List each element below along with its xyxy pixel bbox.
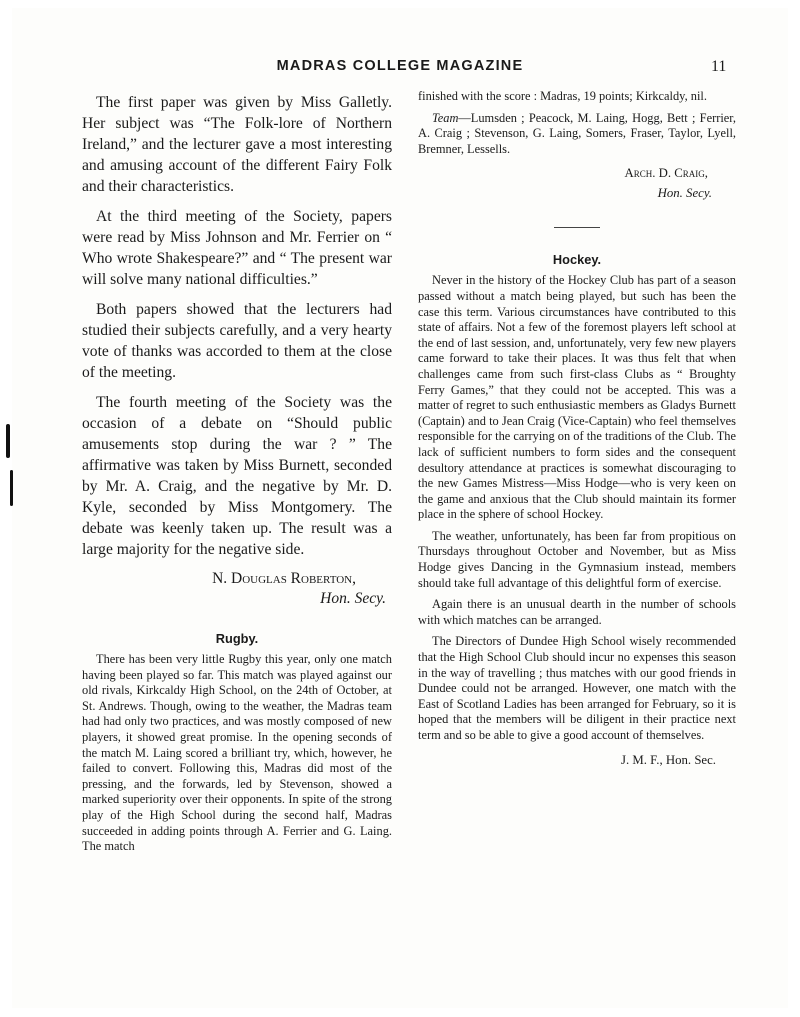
left-column [82, 92, 392, 861]
rugby-section [82, 652, 392, 855]
society-report [82, 92, 392, 560]
hockey-signature [418, 750, 736, 770]
scan-mark-bottom [10, 470, 13, 506]
team-list: —Lumsden ; Peacock, M. Laing, Hogg, Bett ; Ferrier, A. Craig ; Stevenson, G. Laing, Somers, Fraser, Taylor, Lyell, Bremner, Lessells. [418, 110, 736, 156]
team-label: Team [432, 110, 459, 125]
hockey-paragraph-history: Never in the history of the Hockey Club has part of a season passed without a match being played, but such has been the case this term. Various circumstances have contributed to this state of affairs. Not a few of the foremost players left school at the end of last session, and, unfortunately, very few new players came forward to take their places. It was thus felt that when challenges came from such first-class Clubs as “ Broughty Ferry Games,” that they could not be accepted. This was a matter of regret to such enthusiastic members as Gladys Burnett (Captain) and to Jean Craig (Vice-Captain) who feel themselves responsible for the carrying on of the traditions of the Club. The lack of sufficient numbers to form sides and the consequent desultory attendance at practices is somewhat discouraging to the new Games Mistress—Miss Hodge—who is very keen on the game and anxious that the Club should maintain its former place in the sphere of school Hockey. [418, 273, 736, 522]
signature-office: Hon. Secy. [320, 590, 386, 607]
scan-mark-top [6, 424, 10, 458]
magazine-title: MADRAS COLLEGE MAGAZINE [276, 58, 524, 74]
right-column [418, 89, 736, 770]
rugby-signature-office: Hon. Secy. [657, 186, 712, 201]
paragraph-first-paper: The first paper was given by Miss Galletly. Her subject was “The Folk-lore of Northern Ireland,” and the lecturer gave a most interesting and amusing account of the different Fairy Folk and their characteristics. [82, 94, 392, 195]
paragraph-both-papers: Both papers showed that the lecturers had studied their subjects carefully, and a very hearty vote of thanks was accorded to them at the close of the meeting. [82, 301, 392, 381]
hockey-paragraph-weather: The weather, unfortunately, has been far from propitious on Thursdays throughout October and November, but as Miss Hodge gives Dancing in the Gymnasium instead, members should take full advantage of this delightful form of exercise. [418, 528, 736, 590]
hockey-heading: Hockey. [552, 252, 602, 268]
hockey-section [418, 273, 736, 743]
hockey-signature-text: J. M. F., Hon. Sec. [621, 752, 716, 767]
hockey-paragraph-dearth: Again there is an unusual dearth in the number of schools with which matches can be arranged. [418, 597, 736, 627]
signature-name: N. Douglas Roberton, [212, 570, 356, 587]
rugby-heading: Rugby. [215, 631, 259, 646]
hockey-paragraph-directors: The Directors of Dundee High School wisely recommended that the High School Club should incur no expenses this season in the way of travelling ; thus matches with our good friends in Dundee could not be arranged. However, one match with the East of Scotland Ladies has been arranged for February, so it is hoped that the members will be diligent in their practice next term and so be able to give a good account of themselves. [418, 634, 736, 742]
page-number: 11 [711, 58, 727, 75]
rugby-signature [418, 163, 736, 203]
rugby-continued-section [418, 89, 736, 157]
rugby-signature-name: Arch. D. Craig, [624, 166, 708, 181]
paragraph-third-meeting: At the third meeting of the Society, papers were read by Miss Johnson and Mr. Ferrier on “ Who wrote Shakespeare?” and “ The present war will solve many national difficulties.” [82, 208, 392, 288]
paragraph-fourth-meeting: The fourth meeting of the Society was the occasion of a debate on “Should public amusements stop during the war ? ” The affirmative was taken by Miss Burnett, seconded by Mr. A. Craig, and the negative by Mr. D. Kyle, seconded by Miss Montgomery. The debate was keenly taken up. The result was a large majority for the negative side. [82, 394, 392, 558]
society-signature [82, 569, 392, 609]
page-header [0, 58, 800, 82]
rugby-team-paragraph [418, 111, 736, 158]
rugby-paragraph: There has been very little Rugby this year, only one match having been played so far. This match was played against our old rivals, Kirkcaldy High School, on the 24th of October, at St. Andrews. Though, owing to the weather, the Madras team had had only two practices, and was mostly composed of new players, it showed great promise. In the opening seconds of the match M. Laing scored a brilliant try, which, however, he failed to convert. Following this, Madras did most of the pressing, and the forwards, led by Stevenson, showed a marked superiority over their opponents. In spite of the strong play of the High School during the second half, Madras succeeded in adding points through A. Ferrier and G. Laing. The match [82, 652, 392, 854]
rugby-continued-paragraph: finished with the score : Madras, 19 points; Kirkcaldy, nil. [418, 89, 707, 103]
